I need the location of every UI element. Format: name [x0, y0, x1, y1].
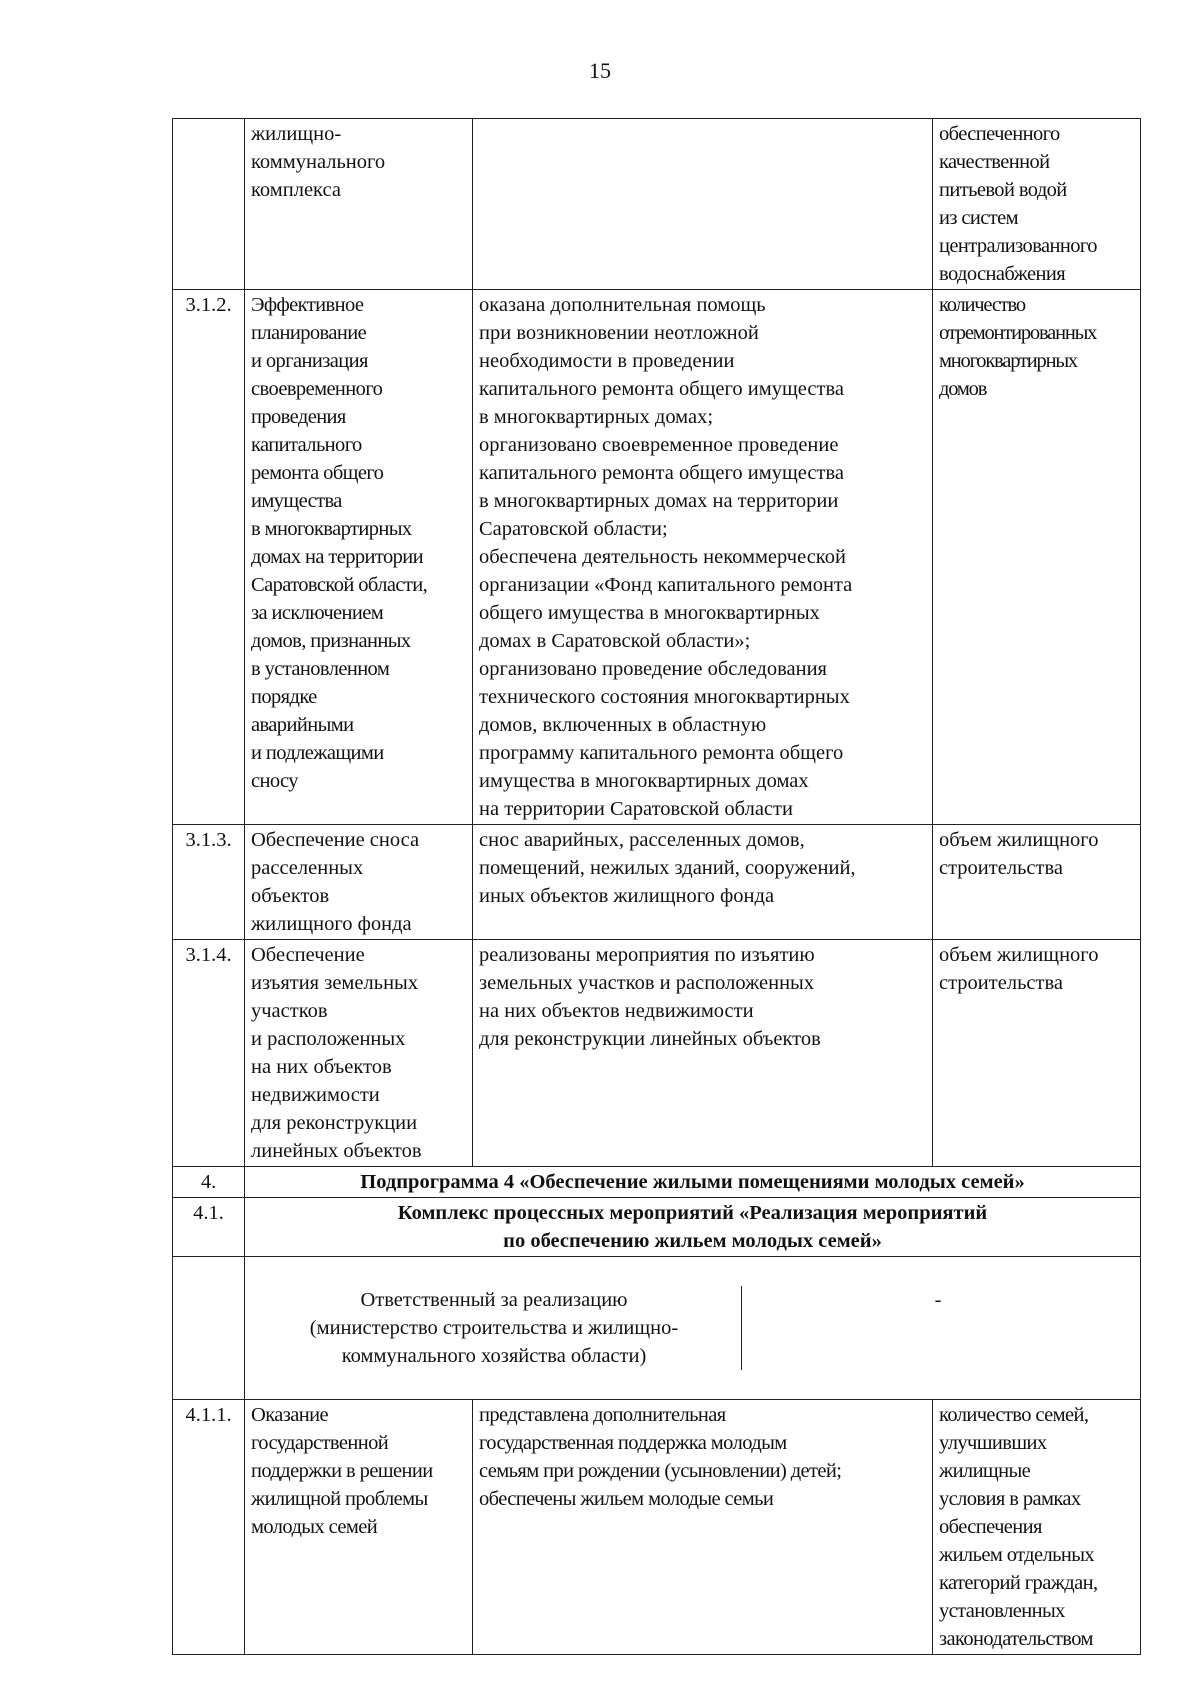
measure-name: жилищно- коммунального комплекса — [245, 119, 473, 290]
table-row — [173, 1400, 1141, 1655]
table-row — [173, 290, 1141, 825]
row-number: 4.1. — [173, 1198, 245, 1257]
measure-indicator: обеспеченного качественной питьевой водой из систем централизованного водоснабжения — [933, 119, 1141, 290]
responsible-value: - — [934, 1289, 942, 1311]
measure-name: Обеспечение сноса расселенных объектов жилищного фонда — [245, 825, 473, 940]
measure-result: оказана дополнительная помощь при возникновении неотложной необходимости в проведении капитального ремонта общего имущества в многоквартирных домах; организовано своевременное проведение капитального ремонта общего имущества в многоквартирных домах на территории Саратовской области; обеспечена деятельность некоммерческой организации «Фонд капитального ремонта общего имущества в многоквартирных домах в Саратовской области»; организовано проведение обследования технического состояния многоквартирных домов, включенных в областную программу капитального ремонта общего имущества в многоквартирных домах на территории Саратовской области — [473, 290, 933, 825]
measure-indicator: объем жилищного строительства — [933, 825, 1141, 940]
measure-result: представлена дополнительная государственная поддержка молодым семьям при рождении (усыновлении) детей; обеспечены жильем молодые семьи — [473, 1400, 933, 1655]
measure-result — [473, 119, 933, 290]
responsible-row — [173, 1257, 1141, 1400]
measures-table — [172, 118, 1141, 1655]
measure-name: Обеспечение изъятия земельных участков и расположенных на них объектов недвижимости для реконструкции линейных объектов — [245, 940, 473, 1167]
row-number: 3.1.3. — [173, 825, 245, 940]
complex-row — [173, 1198, 1141, 1257]
measure-name: Эффективное планирование и организация своевременного проведения капитального ремонта общего имущества в многоквартирных домах на территории Саратовской области, за исключением домов, признанных в установленном порядке аварийными и подлежащими сносу — [245, 290, 473, 825]
measure-indicator: объем жилищного строительства — [933, 940, 1141, 1167]
measure-name: Оказание государственной поддержки в решении жилищной проблемы молодых семей — [245, 1400, 473, 1655]
table-row — [173, 825, 1141, 940]
table-row — [173, 940, 1141, 1167]
subprogram-title: Подпрограмма 4 «Обеспечение жилыми помещениями молодых семей» — [245, 1167, 1141, 1198]
row-number: 4. — [173, 1167, 245, 1198]
table-row — [173, 119, 1141, 290]
row-number: 3.1.2. — [173, 290, 245, 825]
measure-indicator: количество семей, улучшивших жилищные условия в рамках обеспечения жильем отдельных категорий граждан, установленных законодательством — [933, 1400, 1141, 1655]
subprogram-row — [173, 1167, 1141, 1198]
row-number: 3.1.4. — [173, 940, 245, 1167]
empty-cell — [173, 1257, 245, 1400]
measure-result: реализованы мероприятия по изъятию земельных участков и расположенных на них объектов недвижимости для реконструкции линейных объектов — [473, 940, 933, 1167]
row-number — [173, 119, 245, 290]
page-number: 15 — [589, 58, 611, 83]
responsible-cell — [245, 1257, 1141, 1400]
row-number: 4.1.1. — [173, 1400, 245, 1655]
complex-title: Комплекс процессных мероприятий «Реализация мероприятий по обеспечению жильем молодых семей» — [245, 1198, 1141, 1257]
measure-indicator: количество отремонтированных многоквартирных домов — [933, 290, 1141, 825]
measure-result: снос аварийных, расселенных домов, помещений, нежилых зданий, сооружений, иных объектов жилищного фонда — [473, 825, 933, 940]
responsible-label: Ответственный за реализацию (министерство строительства и жилищно- коммунального хозяйства области) — [251, 1286, 742, 1370]
